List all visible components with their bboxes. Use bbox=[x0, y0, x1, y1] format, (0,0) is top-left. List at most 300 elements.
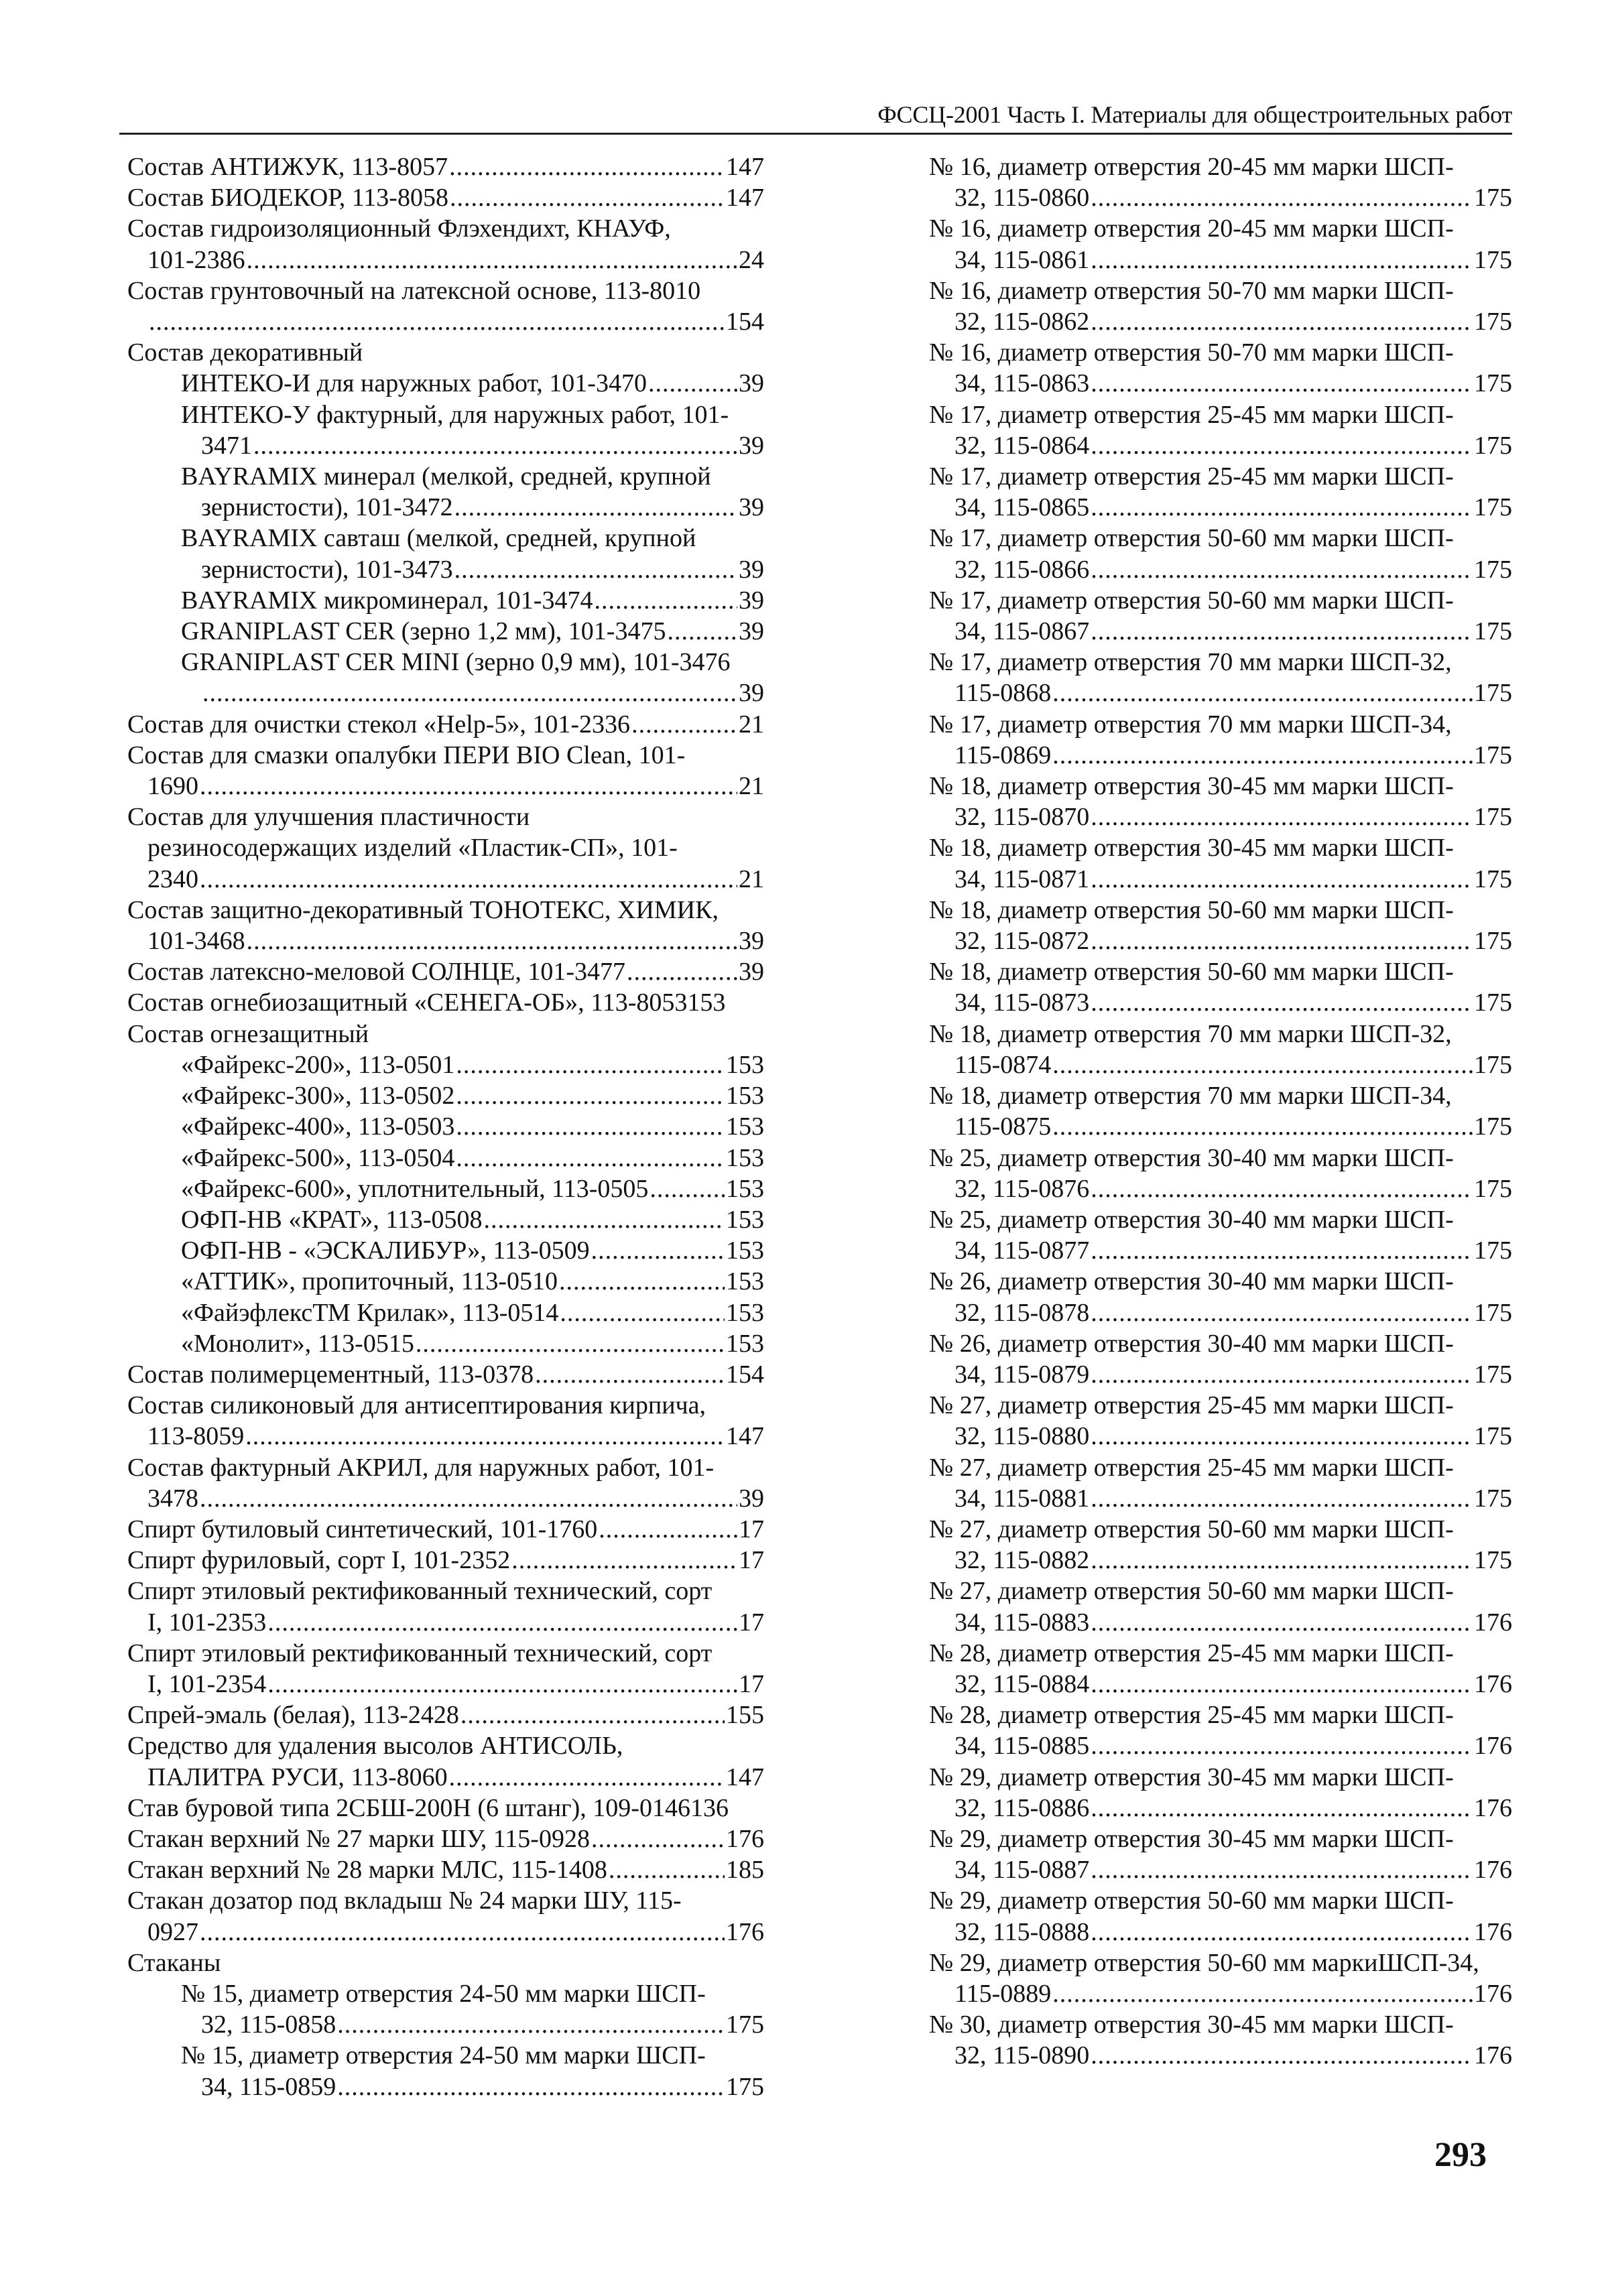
dot-leader bbox=[200, 864, 737, 895]
index-entry-text: Стакан верхний № 28 марки МЛС, 115-1408 bbox=[127, 1856, 607, 1885]
index-entry-text: 34, 115-0873 bbox=[954, 988, 1090, 1017]
index-entry-text: 32, 115-0884 bbox=[954, 1669, 1090, 1698]
index-entry bbox=[127, 399, 764, 461]
index-entry bbox=[929, 213, 1512, 275]
index-entry-text: 32, 115-0872 bbox=[954, 927, 1090, 956]
index-entry-text: 1690 bbox=[147, 772, 198, 801]
dot-leader bbox=[1091, 430, 1473, 461]
dot-leader bbox=[591, 1824, 725, 1854]
index-entry bbox=[127, 616, 764, 647]
index-entry-text: Стакан дозатор под вкладыш № 24 марки ШУ, 115- bbox=[127, 1887, 682, 1915]
index-entry-text: 34, 115-0861 bbox=[954, 245, 1090, 274]
index-entry-text: Состав грунтовочный на латексной основе, 113-8010 bbox=[127, 276, 701, 305]
index-entry-text: 0927 bbox=[147, 1917, 198, 1946]
index-entry-page: 175 bbox=[1474, 741, 1512, 769]
index-entry-text: Состав силиконовый для антисептирования кирпича, bbox=[127, 1391, 706, 1420]
index-entry-text: № 17, диаметр отверстия 25-45 мм марки ШСП- bbox=[929, 462, 1454, 491]
dot-leader bbox=[454, 492, 737, 523]
index-entry-text: GRANIPLAST CER (зерно 1,2 мм), 101-3475 bbox=[181, 617, 666, 646]
dot-leader bbox=[1091, 1854, 1473, 1885]
index-entry bbox=[127, 1204, 764, 1235]
dot-leader bbox=[594, 585, 737, 616]
index-entry-text: Состав огнебиозащитный «СЕНЕГА-ОБ», 113-8053153 bbox=[127, 988, 726, 1017]
index-entry-page: 153 bbox=[726, 1050, 764, 1079]
index-entry bbox=[127, 956, 764, 987]
dot-leader bbox=[1091, 1917, 1473, 1948]
dot-leader bbox=[1091, 987, 1473, 1018]
index-entry-page: 153 bbox=[726, 1112, 764, 1141]
dot-leader bbox=[599, 1514, 737, 1545]
index-entry bbox=[929, 151, 1512, 213]
index-entry-text: № 29, диаметр отверстия 30-45 мм марки ШСП- bbox=[929, 1824, 1454, 1853]
index-entry bbox=[127, 337, 764, 368]
index-entry-page: 175 bbox=[1474, 1422, 1512, 1451]
index-entry-text: Состав для улучшения пластичности bbox=[127, 803, 530, 832]
index-entry-text: Стакан верхний № 27 марки ШУ, 115-0928 bbox=[127, 1824, 590, 1853]
index-entry bbox=[929, 1948, 1512, 2009]
index-entry-text: 32, 115-0858 bbox=[201, 2011, 336, 2039]
index-entry-text: № 18, диаметр отверстия 30-45 мм марки ШСП- bbox=[929, 834, 1454, 863]
index-entry-page: 147 bbox=[726, 1422, 764, 1451]
index-entry-page: 21 bbox=[739, 865, 764, 893]
index-entry-page: 175 bbox=[1474, 1174, 1512, 1203]
index-entry bbox=[127, 1297, 764, 1328]
index-entry-page: 17 bbox=[739, 1669, 764, 1698]
index-entry bbox=[127, 1514, 764, 1545]
dot-leader bbox=[1091, 926, 1473, 956]
index-entry-text: 32, 115-0870 bbox=[954, 803, 1090, 832]
index-entry-page: 175 bbox=[1474, 308, 1512, 336]
index-entry-text: Состав огнезащитный bbox=[127, 1019, 369, 1048]
index-entry-page: 39 bbox=[739, 958, 764, 986]
index-entry-text: 32, 115-0876 bbox=[954, 1174, 1090, 1203]
index-entry-page: 185 bbox=[726, 1856, 764, 1885]
index-entry-page: 175 bbox=[1474, 803, 1512, 832]
index-entry-page: 153 bbox=[726, 1267, 764, 1296]
index-entry bbox=[127, 1173, 764, 1204]
index-entry-text: Спирт этиловый ректификованный технический, сорт bbox=[127, 1577, 713, 1606]
dot-leader bbox=[456, 1143, 725, 1173]
index-entry-text: № 18, диаметр отверстия 70 мм марки ШСП-34, bbox=[929, 1082, 1452, 1110]
index-entry bbox=[929, 1080, 1512, 1142]
dot-leader bbox=[1091, 1421, 1473, 1452]
index-entry-text: № 29, диаметр отверстия 50-60 мм марки ШСП- bbox=[929, 1887, 1454, 1915]
index-entry-text: № 27, диаметр отверстия 25-45 мм марки ШСП- bbox=[929, 1453, 1454, 1482]
index-entry bbox=[127, 1824, 764, 1854]
dot-leader bbox=[535, 1359, 725, 1390]
index-entry-page: 21 bbox=[739, 710, 764, 739]
index-entry-page: 39 bbox=[739, 679, 764, 708]
index-entry-page: 176 bbox=[1474, 1917, 1512, 1946]
index-entry-page: 176 bbox=[1474, 1979, 1512, 2008]
index-entry-page: 155 bbox=[726, 1701, 764, 1730]
index-entry bbox=[127, 1576, 764, 1637]
index-entry bbox=[929, 895, 1512, 956]
index-entry-text: 34, 115-0887 bbox=[954, 1856, 1090, 1885]
index-column-left bbox=[127, 151, 764, 2102]
index-entry-page: 175 bbox=[1474, 1298, 1512, 1327]
index-entry-text: № 16, диаметр отверстия 20-45 мм марки ШСП- bbox=[929, 153, 1454, 181]
dot-leader bbox=[1091, 864, 1473, 895]
index-entry-text: BAYRAMIX минерал (мелкой, средней, крупной bbox=[181, 462, 711, 491]
index-entry bbox=[127, 1700, 764, 1730]
dot-leader bbox=[456, 1111, 725, 1142]
dot-leader bbox=[454, 554, 737, 585]
dot-leader bbox=[1052, 740, 1473, 771]
dot-leader bbox=[1091, 802, 1473, 832]
index-entry-text: № 17, диаметр отверстия 25-45 мм марки ШСП- bbox=[929, 400, 1454, 429]
index-entry bbox=[929, 1885, 1512, 1947]
index-entry bbox=[127, 1638, 764, 1700]
index-entry bbox=[127, 1080, 764, 1111]
dot-leader bbox=[627, 956, 737, 987]
dot-leader bbox=[200, 771, 737, 802]
index-entry-text: № 16, диаметр отверстия 20-45 мм марки ШСП- bbox=[929, 214, 1454, 243]
index-entry-page: 39 bbox=[739, 586, 764, 615]
index-entry-text: 34, 115-0871 bbox=[954, 865, 1090, 893]
index-entry bbox=[929, 523, 1512, 584]
dot-leader bbox=[1091, 2040, 1473, 2071]
index-entry-text: 3478 bbox=[147, 1484, 198, 1513]
index-entry bbox=[127, 709, 764, 740]
index-entry-text: 32, 115-0886 bbox=[954, 1793, 1090, 1822]
dot-leader bbox=[560, 1297, 725, 1328]
index-entry-text: № 28, диаметр отверстия 25-45 мм марки ШСП- bbox=[929, 1701, 1454, 1730]
index-entry-text: 34, 115-0863 bbox=[954, 369, 1090, 398]
dot-leader bbox=[484, 1204, 725, 1235]
index-entry bbox=[929, 832, 1512, 894]
index-entry-page: 175 bbox=[1474, 1236, 1512, 1265]
index-entry bbox=[127, 895, 764, 956]
index-entry-text: 34, 115-0885 bbox=[954, 1732, 1090, 1761]
page-header bbox=[119, 99, 1512, 135]
index-entry bbox=[929, 2009, 1512, 2071]
index-entry bbox=[127, 1390, 764, 1452]
index-entry-page: 39 bbox=[739, 927, 764, 956]
index-entry bbox=[929, 337, 1512, 399]
dot-leader bbox=[456, 1049, 725, 1080]
index-entry-text: GRANIPLAST CER MINI (зерно 0,9 мм), 101-3476 bbox=[181, 648, 731, 677]
index-entry-text: Состав фактурный АКРИЛ, для наружных работ, 101- bbox=[127, 1453, 715, 1482]
index-entry-text: Спирт фуриловый, сорт I, 101-2352 bbox=[127, 1546, 511, 1575]
index-entry bbox=[127, 1359, 764, 1390]
index-entry bbox=[929, 1514, 1512, 1576]
index-entry bbox=[127, 1948, 764, 1978]
index-entry bbox=[127, 740, 764, 802]
dot-leader bbox=[337, 2071, 725, 2102]
index-entry-text: «Файрекс-600», уплотнительный, 113-0505 bbox=[181, 1174, 649, 1203]
index-entry-text: Спрей-эмаль (белая), 113-2428 bbox=[127, 1701, 459, 1730]
index-entry-page: 176 bbox=[1474, 1856, 1512, 1885]
index-entry bbox=[127, 1049, 764, 1080]
index-entry bbox=[127, 275, 764, 337]
index-entry-page: 153 bbox=[726, 1143, 764, 1172]
index-entry-text: 32, 115-0860 bbox=[954, 184, 1090, 212]
index-entry bbox=[127, 1328, 764, 1359]
index-entry-text: № 16, диаметр отверстия 50-70 мм марки ШСП- bbox=[929, 276, 1454, 305]
index-entry-page: 175 bbox=[1474, 988, 1512, 1017]
dot-leader bbox=[631, 709, 737, 740]
index-entry-page: 175 bbox=[1474, 555, 1512, 584]
index-entry-text: 32, 115-0866 bbox=[954, 555, 1090, 584]
index-entry-page: 175 bbox=[1474, 617, 1512, 646]
index-entry-text: «ФайэфлексТМ Крилак», 113-0514 bbox=[181, 1298, 559, 1327]
dot-leader bbox=[247, 926, 737, 956]
index-entry-page: 153 bbox=[726, 1329, 764, 1358]
index-entry-page: 154 bbox=[726, 308, 764, 336]
index-entry-text: 34, 115-0867 bbox=[954, 617, 1090, 646]
index-entry-text: 101-2386 bbox=[147, 245, 245, 274]
index-entry bbox=[929, 585, 1512, 647]
dot-leader bbox=[449, 151, 725, 182]
dot-leader bbox=[247, 245, 737, 275]
index-entry-page: 39 bbox=[739, 493, 764, 522]
index-entry bbox=[127, 1019, 764, 1049]
index-entry-text: № 25, диаметр отверстия 30-40 мм марки ШСП- bbox=[929, 1143, 1454, 1172]
index-entry-text: Состав для смазки опалубки ПЕРИ BIO Clean, 101- bbox=[127, 741, 686, 769]
index-entry-text: Состав АНТИЖУК, 113-8057 bbox=[127, 153, 448, 181]
index-entry-page: 176 bbox=[1474, 1669, 1512, 1698]
index-entry-text: Спирт бутиловый синтетический, 101-1760 bbox=[127, 1515, 598, 1543]
index-entry-text: Состав гидроизоляционный Флэхендихт, КНАУФ, bbox=[127, 214, 671, 243]
index-entry-page: 21 bbox=[739, 772, 764, 801]
index-entry-page: 176 bbox=[726, 1824, 764, 1853]
dot-leader bbox=[149, 306, 725, 337]
dot-leader bbox=[1091, 1297, 1473, 1328]
index-entry-page: 176 bbox=[1474, 1732, 1512, 1761]
index-entry-text: № 28, диаметр отверстия 25-45 мм марки ШСП- bbox=[929, 1639, 1454, 1667]
index-entry-text: BAYRAMIX микроминерал, 101-3474 bbox=[181, 586, 593, 615]
index-entry bbox=[127, 1235, 764, 1266]
dot-leader bbox=[460, 1700, 725, 1730]
index-entry bbox=[929, 275, 1512, 337]
index-entry-text: № 29, диаметр отверстия 30-45 мм марки ШСП- bbox=[929, 1763, 1454, 1791]
index-entry-page: 175 bbox=[1474, 1360, 1512, 1389]
index-entry bbox=[929, 399, 1512, 461]
index-entry-text: 32, 115-0862 bbox=[954, 308, 1090, 336]
index-entry-text: зернистости), 101-3472 bbox=[201, 493, 453, 522]
index-entry bbox=[127, 1793, 764, 1824]
index-entry-page: 153 bbox=[726, 1298, 764, 1327]
index-entry bbox=[127, 987, 764, 1018]
index-entry-page: 175 bbox=[1474, 1050, 1512, 1079]
index-entry-text: 2340 bbox=[147, 865, 198, 893]
index-entry bbox=[929, 1452, 1512, 1514]
dot-leader bbox=[559, 1266, 725, 1297]
index-entry-text: «Монолит», 113-0515 bbox=[181, 1329, 414, 1358]
index-entry-text: № 15, диаметр отверстия 24-50 мм марки ШСП- bbox=[181, 1979, 706, 2008]
dot-leader bbox=[200, 1917, 725, 1948]
index-entry-text: ИНТЕКО-У фактурный, для наружных работ, 101- bbox=[181, 400, 729, 429]
index-entry-text: 115-0868 bbox=[954, 679, 1052, 708]
index-entry-text: № 18, диаметр отверстия 70 мм марки ШСП-32, bbox=[929, 1019, 1452, 1048]
index-entry-text: 115-0874 bbox=[954, 1050, 1052, 1079]
index-entry-text: № 16, диаметр отверстия 50-70 мм марки ШСП- bbox=[929, 338, 1454, 367]
index-entry-page: 175 bbox=[1474, 431, 1512, 460]
index-entry bbox=[127, 213, 764, 275]
dot-leader bbox=[1091, 182, 1473, 213]
index-entry-text: № 26, диаметр отверстия 30-40 мм марки ШСП- bbox=[929, 1267, 1454, 1296]
index-entry-text: № 25, диаметр отверстия 30-40 мм марки ШСП- bbox=[929, 1205, 1454, 1234]
index-entry bbox=[127, 1730, 764, 1792]
index-entry-text: 115-0869 bbox=[954, 741, 1052, 769]
index-entry-text: № 17, диаметр отверстия 70 мм марки ШСП-34, bbox=[929, 710, 1452, 739]
index-entry bbox=[929, 956, 1512, 1018]
index-entry-page: 175 bbox=[1474, 865, 1512, 893]
index-entry-text: 32, 115-0890 bbox=[954, 2041, 1090, 2070]
index-entry-page: 175 bbox=[1474, 1484, 1512, 1513]
dot-leader bbox=[1091, 1545, 1473, 1576]
index-entry-page: 153 bbox=[726, 1205, 764, 1234]
index-entry-page: 175 bbox=[726, 2072, 764, 2101]
index-entry-page: 176 bbox=[1474, 1608, 1512, 1637]
dot-leader bbox=[1091, 1607, 1473, 1638]
index-entry-text: ОФП-НВ - «ЭСКАЛИБУР», 113-0509 bbox=[181, 1236, 590, 1265]
index-entry bbox=[929, 1143, 1512, 1204]
index-entry-text: зернистости), 101-3473 bbox=[201, 555, 453, 584]
dot-leader bbox=[591, 1235, 725, 1266]
index-entry bbox=[127, 647, 764, 708]
index-entry-text: 101-3468 bbox=[147, 927, 245, 956]
index-entry-text: № 18, диаметр отверстия 30-45 мм марки ШСП- bbox=[929, 772, 1454, 801]
index-entry bbox=[929, 1638, 1512, 1700]
index-entry-text: 115-0889 bbox=[954, 1979, 1052, 2008]
index-entry bbox=[127, 1266, 764, 1297]
dot-leader bbox=[416, 1328, 725, 1359]
index-entry-text: Состав для очистки стекол «Help-5», 101-2336 bbox=[127, 710, 631, 739]
dot-leader bbox=[1091, 616, 1473, 647]
index-entry-text: 34, 115-0881 bbox=[954, 1484, 1090, 1513]
index-entry-text: 113-8059 bbox=[147, 1422, 245, 1451]
dot-leader bbox=[449, 1762, 725, 1793]
index-entry bbox=[127, 1978, 764, 2040]
index-entry-page: 147 bbox=[726, 153, 764, 181]
index-entry-text: Став буровой типа 2СБШ-200Н (6 штанг), 109-0146136 bbox=[127, 1793, 729, 1822]
index-entry-page: 176 bbox=[726, 1917, 764, 1946]
index-entry-page: 39 bbox=[739, 369, 764, 398]
index-entry bbox=[929, 1576, 1512, 1637]
index-entry bbox=[127, 585, 764, 616]
index-column-right bbox=[929, 151, 1512, 2071]
dot-leader bbox=[337, 2009, 725, 2040]
index-entry-page: 153 bbox=[726, 1236, 764, 1265]
dot-leader bbox=[253, 430, 737, 461]
index-entry-text: № 26, диаметр отверстия 30-40 мм марки ШСП- bbox=[929, 1329, 1454, 1358]
index-entry-text: № 17, диаметр отверстия 50-60 мм марки ШСП- bbox=[929, 524, 1454, 553]
dot-leader bbox=[1052, 1111, 1473, 1142]
index-entry-text: 34, 115-0877 bbox=[954, 1236, 1090, 1265]
index-entry-page: 154 bbox=[726, 1360, 764, 1389]
index-entry-page: 175 bbox=[1474, 1112, 1512, 1141]
index-entry-page: 39 bbox=[739, 617, 764, 646]
index-entry-text: № 27, диаметр отверстия 50-60 мм марки ШСП- bbox=[929, 1577, 1454, 1606]
dot-leader bbox=[1091, 1793, 1473, 1824]
dot-leader bbox=[1091, 1483, 1473, 1514]
index-entry bbox=[127, 523, 764, 584]
dot-leader bbox=[1052, 678, 1473, 708]
index-entry-text: 115-0875 bbox=[954, 1112, 1052, 1141]
index-entry-text: Состав БИОДЕКОР, 113-8058 bbox=[127, 184, 448, 212]
index-entry-text: Состав полимерцементный, 113-0378 bbox=[127, 1360, 534, 1389]
index-entry-text: 32, 115-0888 bbox=[954, 1917, 1090, 1946]
index-entry-page: 24 bbox=[739, 245, 764, 274]
index-entry-text: 34, 115-0859 bbox=[201, 2072, 336, 2101]
index-entry-page: 17 bbox=[739, 1515, 764, 1543]
dot-leader bbox=[648, 368, 737, 399]
index-entry-page: 175 bbox=[1474, 1546, 1512, 1575]
index-entry-text: № 27, диаметр отверстия 25-45 мм марки ШСП- bbox=[929, 1391, 1454, 1420]
index-entry bbox=[929, 1762, 1512, 1824]
dot-leader bbox=[267, 1607, 737, 1638]
index-entry-text: № 18, диаметр отверстия 50-60 мм марки ШСП- bbox=[929, 958, 1454, 986]
index-entry-text: Состав латексно-меловой СОЛНЦЕ, 101-3477 bbox=[127, 958, 626, 986]
index-entry-page: 175 bbox=[1474, 679, 1512, 708]
dot-leader bbox=[1052, 1049, 1473, 1080]
index-entry-text: резиносодержащих изделий «Пластик-СП», 101- bbox=[147, 834, 678, 863]
dot-leader bbox=[202, 678, 737, 708]
index-entry-text: Стаканы bbox=[127, 1948, 221, 1977]
index-entry-page: 175 bbox=[1474, 493, 1512, 522]
index-entry-page: 39 bbox=[739, 555, 764, 584]
index-entry-text: 32, 115-0864 bbox=[954, 431, 1090, 460]
index-entry-page: 175 bbox=[726, 2011, 764, 2039]
dot-leader bbox=[245, 1421, 725, 1452]
index-entry bbox=[127, 461, 764, 523]
index-entry-text: № 30, диаметр отверстия 30-45 мм марки ШСП- bbox=[929, 2011, 1454, 2039]
index-entry-text: ПАЛИТРА РУСИ, 113-8060 bbox=[147, 1763, 448, 1791]
dot-leader bbox=[667, 616, 737, 647]
dot-leader bbox=[1091, 306, 1473, 337]
index-entry bbox=[929, 1700, 1512, 1761]
index-entry-page: 175 bbox=[1474, 245, 1512, 274]
dot-leader bbox=[1091, 1235, 1473, 1266]
dot-leader bbox=[1091, 245, 1473, 275]
index-entry-text: «АТТИК», пропиточный, 113-0510 bbox=[181, 1267, 558, 1296]
dot-leader bbox=[450, 182, 725, 213]
index-entry-text: «Файрекс-400», 113-0503 bbox=[181, 1112, 455, 1141]
index-entry-text: 34, 115-0865 bbox=[954, 493, 1090, 522]
dot-leader bbox=[1052, 1978, 1473, 2009]
dot-leader bbox=[1091, 554, 1473, 585]
index-entry-page: 39 bbox=[739, 1484, 764, 1513]
index-entry-text: 3471 bbox=[201, 431, 252, 460]
dot-leader bbox=[1091, 368, 1473, 399]
dot-leader bbox=[1091, 1669, 1473, 1700]
index-entry-page: 175 bbox=[1474, 184, 1512, 212]
index-entry bbox=[127, 2040, 764, 2102]
index-entry bbox=[929, 647, 1512, 708]
index-entry-page: 153 bbox=[726, 1174, 764, 1203]
index-entry-text: 34, 115-0879 bbox=[954, 1360, 1090, 1389]
index-entry-text: 34, 115-0883 bbox=[954, 1608, 1090, 1637]
index-entry-text: I, 101-2354 bbox=[147, 1669, 267, 1698]
index-entry-text: Состав защитно-декоративный ТОНОТЕКС, ХИМИК, bbox=[127, 895, 719, 924]
index-entry bbox=[127, 1854, 764, 1885]
index-entry bbox=[929, 1328, 1512, 1390]
dot-leader bbox=[609, 1854, 725, 1885]
index-entry bbox=[127, 182, 764, 213]
index-entry bbox=[127, 1111, 764, 1142]
index-entry bbox=[929, 461, 1512, 523]
page-number: 293 bbox=[1434, 2136, 1487, 2174]
index-entry-text: № 27, диаметр отверстия 50-60 мм марки ШСП- bbox=[929, 1515, 1454, 1543]
index-entry-page: 175 bbox=[1474, 927, 1512, 956]
index-entry-page: 176 bbox=[1474, 1793, 1512, 1822]
index-entry-page: 153 bbox=[726, 1082, 764, 1110]
index-entry-text: 32, 115-0880 bbox=[954, 1422, 1090, 1451]
index-entry-text: BAYRAMIX савташ (мелкой, средней, крупной bbox=[181, 524, 696, 553]
index-entry-text: 32, 115-0882 bbox=[954, 1546, 1090, 1575]
